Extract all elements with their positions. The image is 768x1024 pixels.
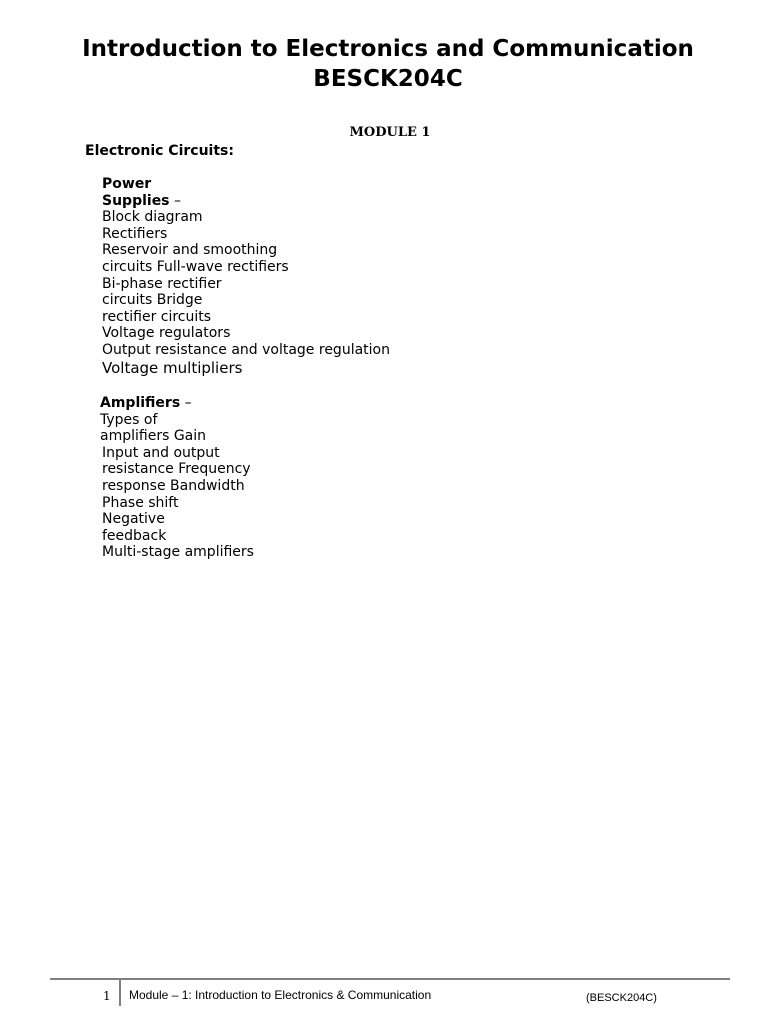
amplifiers-heading-line (100, 395, 254, 412)
list-item: Input and output (102, 444, 220, 461)
module-label: MODULE 1 (349, 125, 431, 140)
list-item: rectifier circuits (102, 308, 212, 325)
list-item: feedback (102, 527, 167, 544)
list-item: circuits Full-wave rectifiers (102, 258, 289, 275)
amplifiers-heading-text: Amplifiers (100, 395, 181, 411)
list-item: Phase shift (102, 494, 179, 511)
power-supplies-heading-line-2 (102, 193, 390, 210)
section-heading: Electronic Circuits: (85, 143, 234, 159)
list-item: Reservoir and smoothing (102, 242, 278, 259)
list-item: Types of (100, 411, 158, 428)
list-item: amplifiers Gain (100, 428, 207, 445)
document-title-line-2: BESCK204C (313, 66, 463, 92)
footer-text: Module – 1: Introduction to Electronics & Communication (129, 988, 432, 1002)
amplifiers-list (100, 395, 254, 561)
document-title-line-1: Introduction to Electronics and Communication (82, 36, 694, 62)
list-item: Voltage regulators (102, 325, 231, 342)
footer-vertical-separator (119, 980, 121, 1006)
power-supplies-list (102, 176, 390, 377)
amplifiers-heading-dash: – (180, 395, 192, 411)
list-item: Bi-phase rectifier (102, 275, 222, 292)
power-supplies-heading-text: Supplies (102, 192, 170, 209)
list-item: Multi-stage amplifiers (102, 544, 254, 561)
page-number: 1 (103, 989, 111, 1003)
list-item: Negative (102, 511, 165, 528)
list-item: resistance Frequency (102, 461, 251, 478)
list-item: Block diagram (102, 209, 203, 226)
list-item: circuits Bridge (102, 292, 203, 309)
power-supplies-heading-line-1: Power (102, 176, 152, 192)
list-item: Voltage multipliers (102, 358, 243, 377)
list-item: Rectifiers (102, 225, 168, 242)
footer-course-code: (BESCK204C) (586, 992, 657, 1004)
footer-divider (50, 978, 730, 980)
list-item: response Bandwidth (102, 477, 245, 494)
power-supplies-heading-dash: – (169, 192, 181, 209)
list-item: Output resistance and voltage regulation (102, 341, 390, 358)
